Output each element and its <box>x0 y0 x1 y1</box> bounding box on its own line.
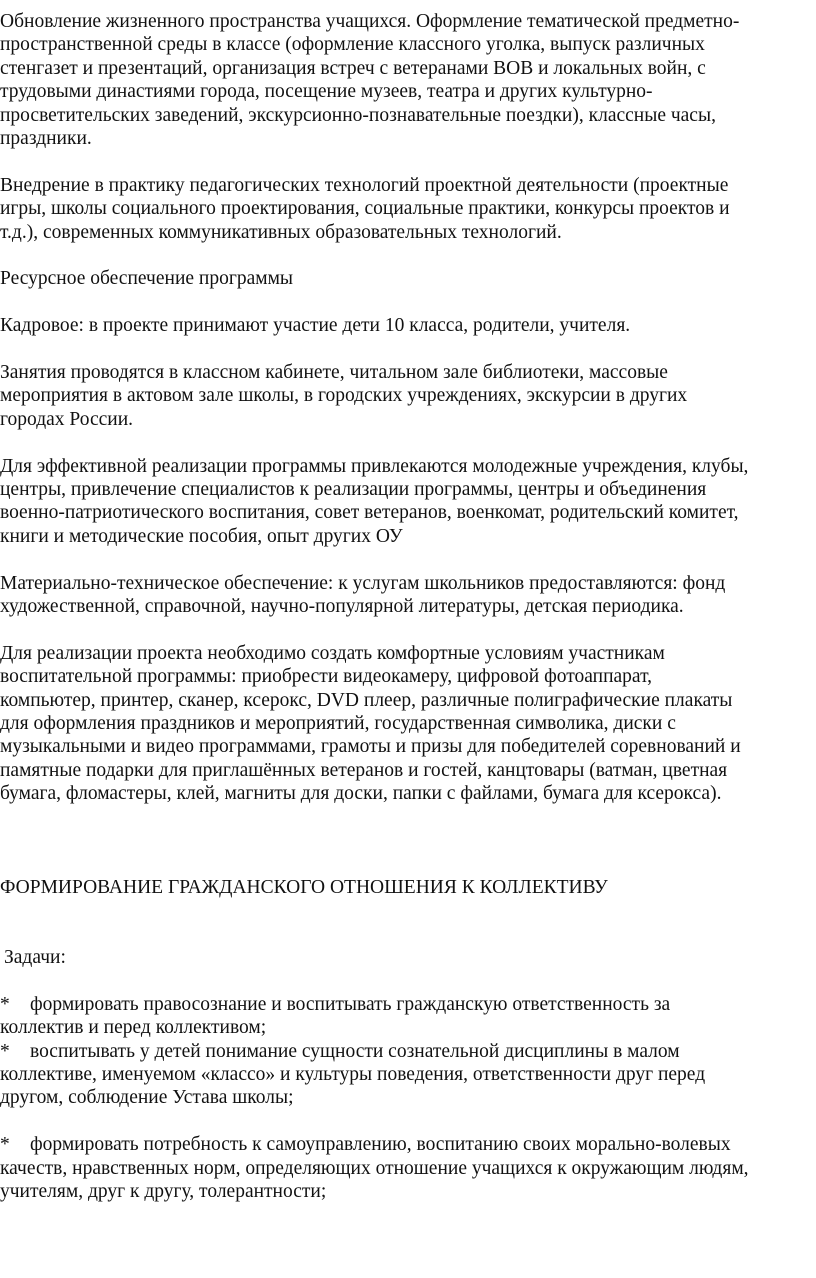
text-line: просветительских заведений, экскурсионно-познавательные поездки), классные часы, <box>0 104 716 126</box>
spacer <box>0 338 810 361</box>
spacer <box>0 829 810 852</box>
spacer <box>0 431 810 454</box>
text-line: Для реализации проекта необходимо создать комфортные условиям участникам <box>0 642 665 664</box>
text-line: коллектив и перед коллективом; <box>0 1017 267 1039</box>
text-line: Для эффективной реализации программы привлекаются молодежные учреждения, клубы, <box>0 455 749 477</box>
paragraph-partners <box>0 455 810 549</box>
bullet-text: формировать потребность к самоуправлению, воспитанию своих морально-волевых <box>30 1134 731 1156</box>
text-line: стенгазет и презентаций, организация встреч с ветеранами ВОВ и локальных войн, с <box>0 57 706 79</box>
bullet-marker: * <box>0 1134 10 1156</box>
paragraph-resources-title <box>0 267 810 290</box>
text-line: трудовыми династиями города, посещение музеев, театра и других культурно- <box>0 81 653 103</box>
paragraph-living-space <box>0 10 810 150</box>
text-line: Кадровое: в проекте принимают участие дети 10 класса, родители, учителя. <box>0 315 631 337</box>
text-line: мероприятия в актовом зале школы, в городских учреждениях, экскурсии в других <box>0 385 688 407</box>
bullet-item-self-government <box>0 1133 810 1203</box>
bullet-marker: * <box>0 1040 10 1062</box>
text-line: для оформления праздников и мероприятий, государственная символика, диски с <box>0 713 676 735</box>
text-line: учителям, друг к другу, толерантности; <box>0 1181 327 1203</box>
paragraph-venues <box>0 361 810 431</box>
document-page <box>0 10 810 1204</box>
bullet-text: воспитывать у детей понимание сущности сознательной дисциплины в малом <box>30 1040 680 1062</box>
text-line: праздники. <box>0 128 92 150</box>
text-line: т.д.), современных коммуникативных образовательных технологий. <box>0 221 562 243</box>
text-line: другом, соблюдение Устава школы; <box>0 1087 294 1109</box>
spacer <box>0 899 810 922</box>
text-line: книги и методические пособия, опыт других ОУ <box>0 525 403 547</box>
text-line: памятные подарки для приглашённых ветеранов и гостей, канцтовары (ватман, цветная <box>0 759 728 781</box>
text-line: коллективе, именуемом «классо» и культуры поведения, ответственности друг перед <box>0 1064 706 1086</box>
text-line: Обновление жизненного пространства учащихся. Оформление тематической предметно- <box>0 11 740 32</box>
text-line: бумага, фломастеры, клей, магниты для доски, папки с файлами, бумага для ксерокса). <box>0 783 722 805</box>
text-line: Ресурсное обеспечение программы <box>0 268 294 290</box>
spacer <box>0 291 810 314</box>
spacer <box>0 969 810 992</box>
spacer <box>0 852 810 875</box>
text-line <box>0 993 810 1016</box>
spacer <box>0 1110 810 1133</box>
text-line: игры, школы социального проектирования, социальные практики, конкурсы проектов и <box>0 198 730 220</box>
text-line: пространственной среды в классе (оформление классного уголка, выпуск различных <box>0 34 705 56</box>
spacer <box>0 923 810 946</box>
text-line: художественной, справочной, научно-популярной литературы, детская периодика. <box>0 596 684 618</box>
spacer <box>0 806 810 829</box>
text-line <box>0 1040 810 1063</box>
text-line: военно-патриотического воспитания, совет ветеранов, военкомат, родительский комитет, <box>0 502 739 524</box>
text-line: Материально-техническое обеспечение: к услугам школьников предоставляются: фонд <box>0 572 726 594</box>
spacer <box>0 244 810 267</box>
tasks-title: Задачи: <box>4 947 66 969</box>
text-line: Внедрение в практику педагогических технологий проектной деятельности (проектные <box>0 174 729 196</box>
spacer <box>0 150 810 173</box>
text-line: городах России. <box>0 408 134 430</box>
section-heading: ФОРМИРОВАНИЕ ГРАЖДАНСКОГО ОТНОШЕНИЯ К КОЛЛЕКТИВУ <box>0 876 608 898</box>
spacer <box>0 548 810 571</box>
text-line: воспитательной программы: приобрести видеокамеру, цифровой фотоаппарат, <box>0 666 653 688</box>
spacer <box>0 618 810 641</box>
text-line: музыкальными и видео программами, грамоты и призы для победителей соревнований и <box>0 736 741 758</box>
paragraph-equipment <box>0 642 810 806</box>
bullet-text: формировать правосознание и воспитывать гражданскую ответственность за <box>30 993 671 1015</box>
paragraph-material-support <box>0 572 810 619</box>
text-line: компьютер, принтер, сканер, ксерокс, DVD плеер, различные полиграфические плакаты <box>0 689 733 711</box>
text-line: Занятия проводятся в классном кабинете, читальном зале библиотеки, массовые <box>0 362 668 384</box>
text-line: центры, привлечение специалистов к реализации программы, центры и объединения <box>0 479 707 501</box>
paragraph-staff <box>0 314 810 337</box>
text-line: качеств, нравственных норм, определяющих отношение учащихся к окружающим людям, <box>0 1157 749 1179</box>
bullet-item-legal-awareness <box>0 993 810 1040</box>
text-line <box>0 1133 810 1156</box>
paragraph-technologies <box>0 174 810 244</box>
bullet-marker: * <box>0 993 10 1015</box>
bullet-item-discipline <box>0 1040 810 1110</box>
